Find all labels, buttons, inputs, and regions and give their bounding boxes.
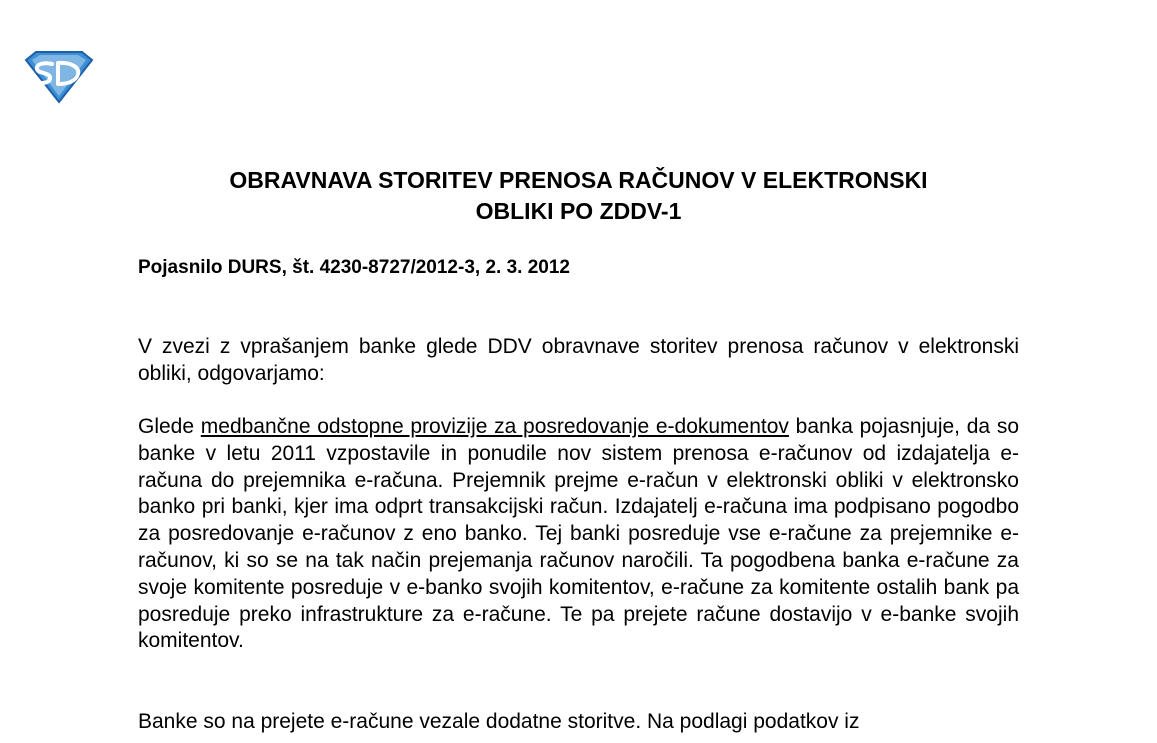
title-line-1: OBRAVNAVA STORITEV PRENOSA RAČUNOV V ELEKTRONSKI [229, 167, 928, 193]
paragraph-2-underlined-phrase: medbančne odstopne provizije za posredovanje e-dokumentov [200, 415, 789, 438]
title-line-2: OBLIKI PO ZDDV-1 [475, 198, 682, 224]
company-logo [22, 50, 96, 104]
paragraph-2-rest: banka pojasnjuje, da so banke v letu 2011 vzpostavile in ponudile nov sistem prenosa e-računov od izdajatelja e-računa do prejemnika e-računa. Prejemnik prejme e-račun v elektronski obliki v elektronsko banko pri banki, kjer ima odprt transakcijski račun. Izdajatelj e-računa ima podpisano pogodbo za posredovanje e-računov z eno banko. Tej banki posreduje vse e-račune za prejemnike e-računov, ki so se na tak način prejemanja računov naročili. Ta pogodbena banka e-račune za svoje komitente posreduje v e-banko svojih komitentov, e-račune za komitente ostalih bank pa posreduje preko infrastrukture za e-račune. Te pa prejete račune dostavijo v e-banke svojih komitentov. [138, 415, 1019, 653]
sd-logo-icon [22, 50, 96, 104]
document-subtitle: Pojasnilo DURS, št. 4230-8727/2012-3, 2. 3. 2012 [138, 257, 570, 278]
paragraph-3: Banke so na prejete e-račune vezale dodatne storitve. Na podlagi podatkov iz [138, 710, 860, 733]
document-title [130, 165, 1027, 227]
paragraph-2-start: Glede [138, 415, 195, 438]
paragraph-2 [138, 414, 1019, 655]
paragraph-1: V zvezi z vprašanjem banke glede DDV obravnave storitev prenosa računov v elektronski obliki, odgovarjamo: [138, 335, 1019, 385]
